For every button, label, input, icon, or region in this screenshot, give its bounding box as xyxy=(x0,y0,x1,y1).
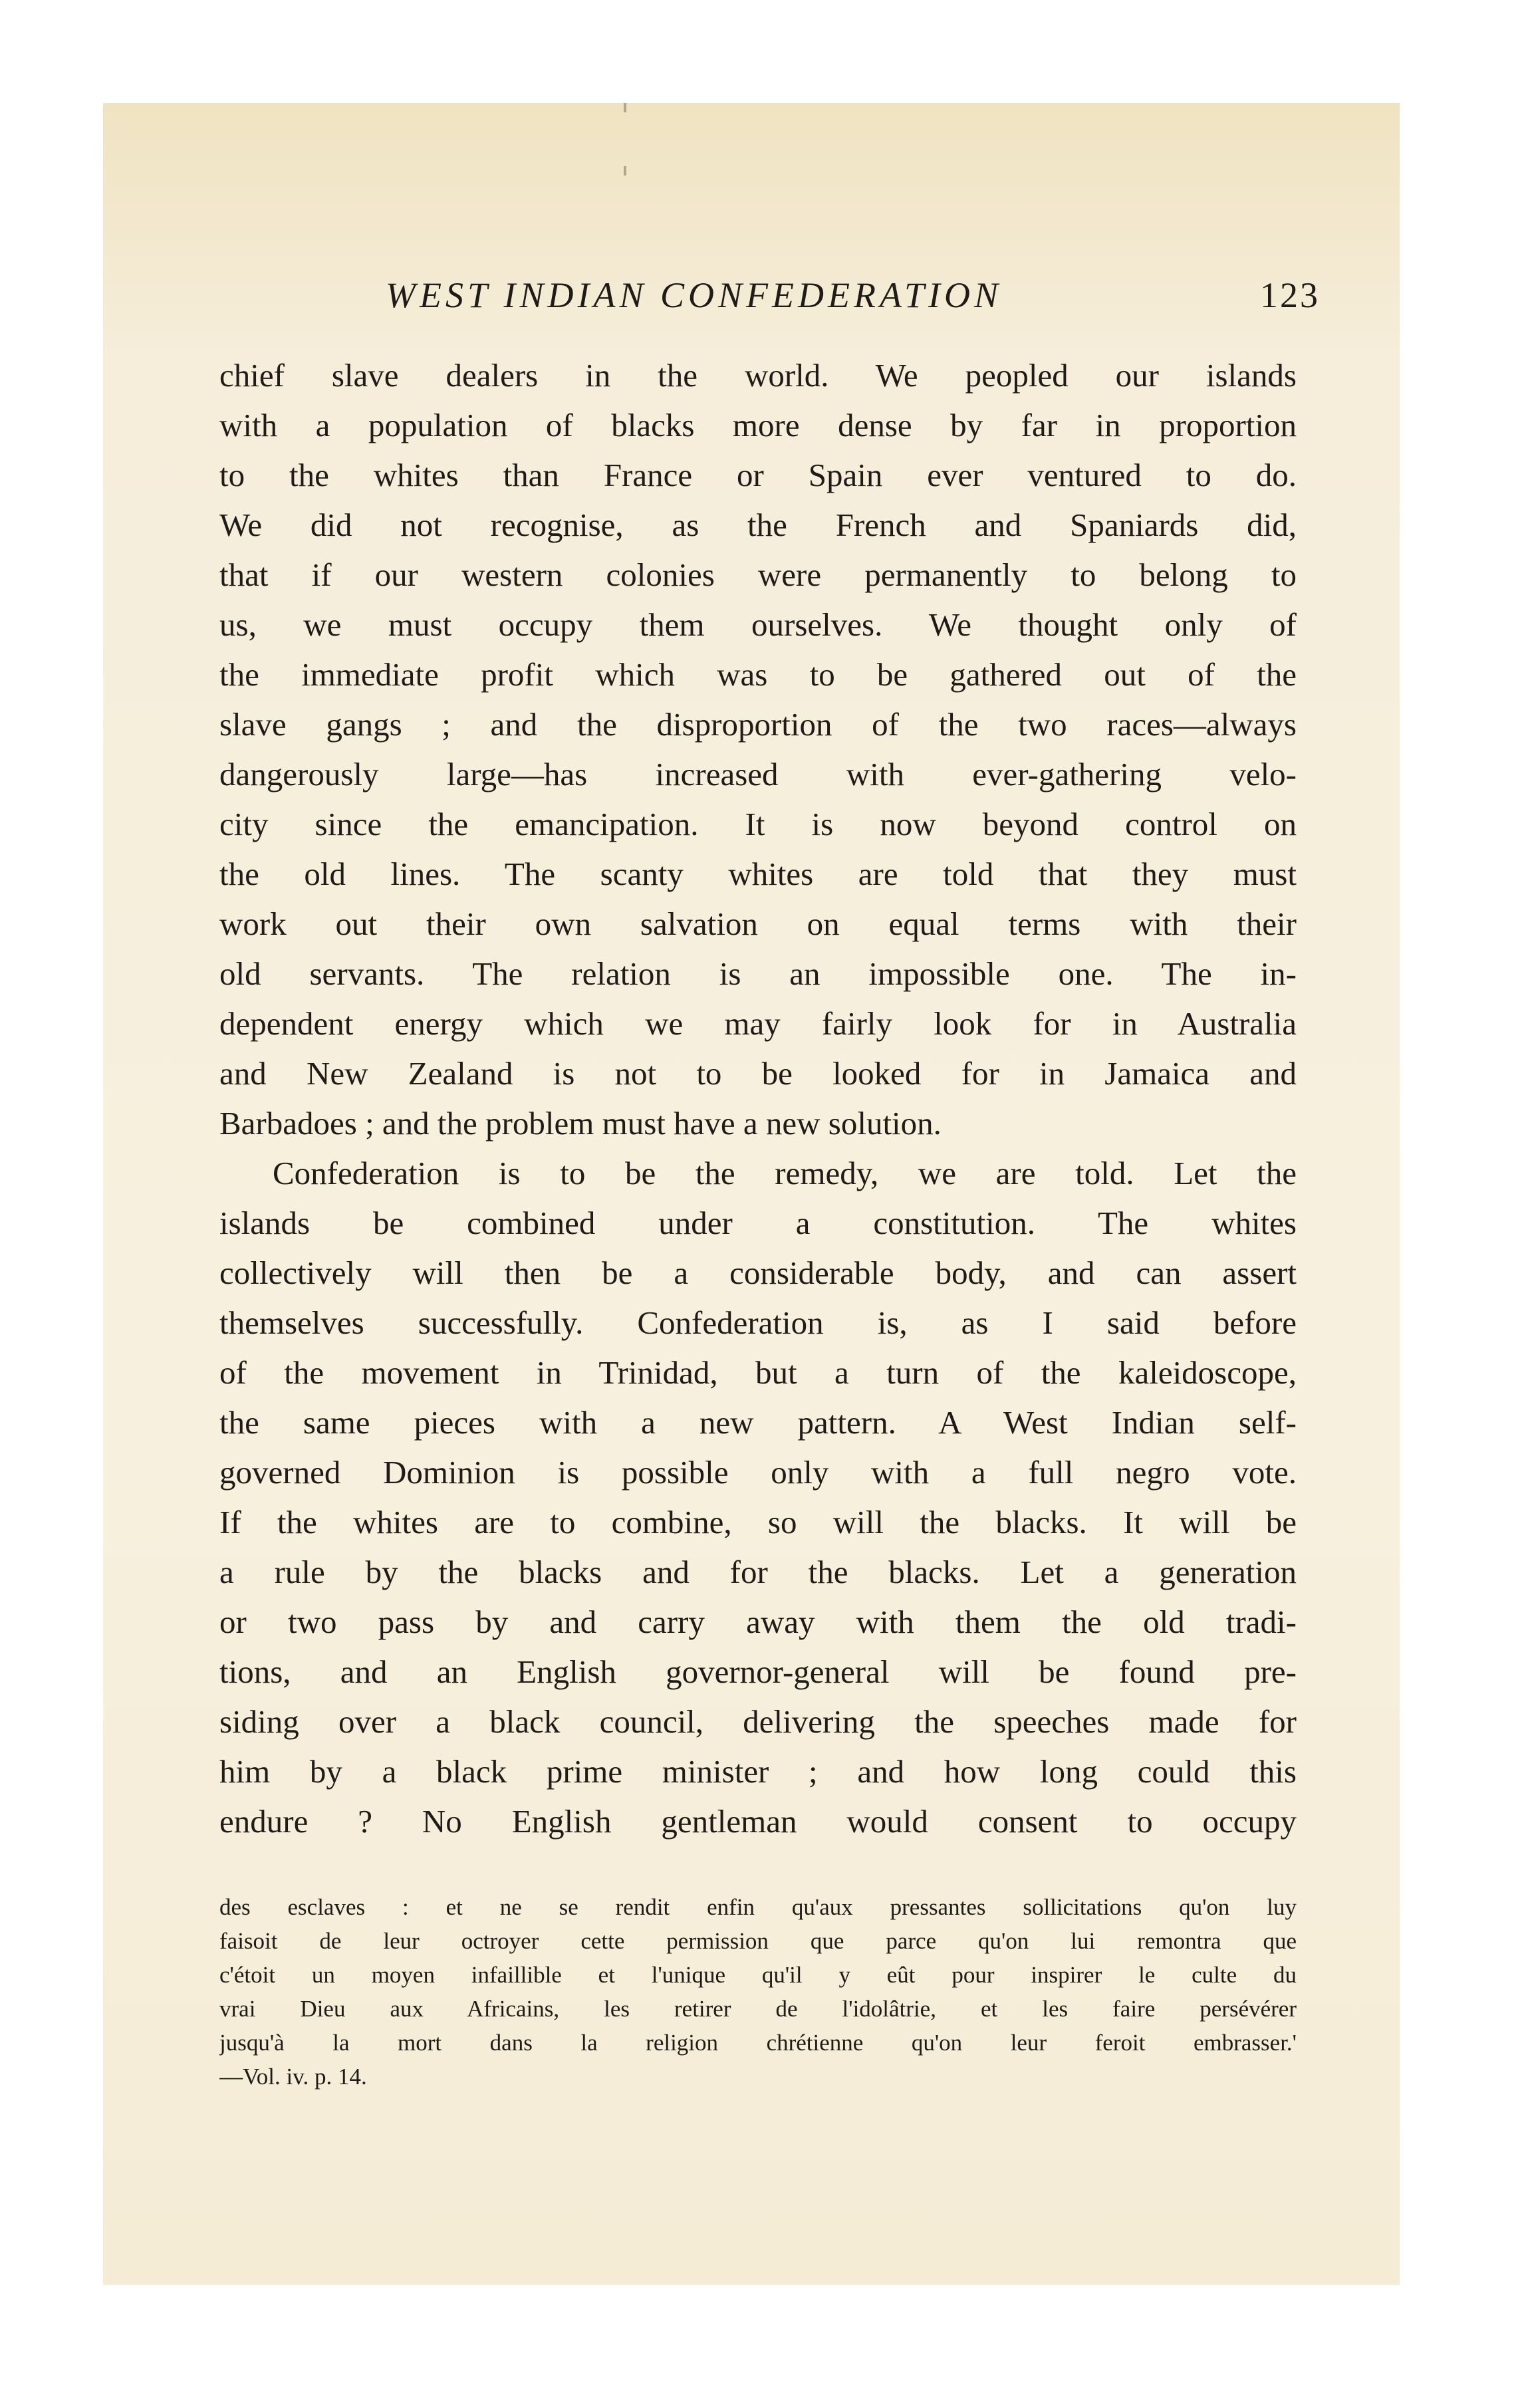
footnote-line: vrai Dieu aux Africains, les retirer de l'idolâtrie, et les faire persévérer xyxy=(219,1996,1297,2022)
text-line: themselves successfully. Confederation is, as I said before xyxy=(219,1304,1297,1341)
running-head xyxy=(386,275,1320,322)
text-line: with a population of blacks more dense by far in proportion xyxy=(219,407,1297,443)
text-line: tions, and an English governor-general will be found pre- xyxy=(219,1653,1297,1690)
text-line: dependent energy which we may fairly look for in Australia xyxy=(219,1005,1297,1042)
text-line: the immediate profit which was to be gathered out of the xyxy=(219,656,1297,693)
body-text xyxy=(219,350,1297,1846)
text-line: us, we must occupy them ourselves. We thought only of xyxy=(219,606,1297,643)
footnote-line: des esclaves : et ne se rendit enfin qu'aux pressantes sollicitations qu'on luy xyxy=(219,1894,1297,1920)
text-line: We did not recognise, as the French and Spaniards did, xyxy=(219,507,1297,543)
text-line: to the whites than France or Spain ever ventured to do. xyxy=(219,457,1297,493)
text-line: him by a black prime minister ; and how long could this xyxy=(219,1753,1297,1790)
scan-mark xyxy=(624,166,626,176)
text-line: slave gangs ; and the disproportion of the two races—always xyxy=(219,706,1297,743)
footnote xyxy=(219,1890,1297,2094)
text-line: of the movement in Trinidad, but a turn of the kaleidoscope, xyxy=(219,1354,1297,1391)
text-line: governed Dominion is possible only with a full negro vote. xyxy=(219,1454,1297,1491)
page-number: 123 xyxy=(1260,275,1320,315)
text-line: that if our western colonies were permanently to belong to xyxy=(219,556,1297,593)
text-line: collectively will then be a considerable body, and can assert xyxy=(219,1255,1297,1291)
text-line: siding over a black council, delivering the speeches made for xyxy=(219,1703,1297,1740)
text-line: If the whites are to combine, so will the blacks. It will be xyxy=(219,1504,1297,1540)
text-line: the old lines. The scanty whites are told that they must xyxy=(219,856,1297,892)
text-line: the same pieces with a new pattern. A West Indian self- xyxy=(219,1404,1297,1441)
text-line: endure ? No English gentleman would consent to occupy xyxy=(219,1803,1297,1840)
text-line: and New Zealand is not to be looked for in Jamaica and xyxy=(219,1055,1297,1092)
running-title: WEST INDIAN CONFEDERATION xyxy=(386,275,1002,315)
footnote-line: jusqu'à la mort dans la religion chrétienne qu'on leur feroit embrasser.' xyxy=(219,2030,1297,2056)
footnote-line: c'étoit un moyen infaillible et l'unique qu'il y eût pour inspirer le culte du xyxy=(219,1962,1297,1988)
text-line: islands be combined under a constitution. The whites xyxy=(219,1205,1297,1241)
text-line: Barbadoes ; and the problem must have a new solution. xyxy=(219,1105,942,1142)
text-line: work out their own salvation on equal terms with their xyxy=(219,905,1297,942)
footnote-line: faisoit de leur octroyer cette permission que parce qu'on lui remontra que xyxy=(219,1928,1297,1954)
text-line: old servants. The relation is an impossible one. The in- xyxy=(219,955,1297,992)
text-line: dangerously large—has increased with ever-gathering velo- xyxy=(219,756,1297,792)
text-line: chief slave dealers in the world. We peopled our islands xyxy=(219,357,1297,394)
text-line: or two pass by and carry away with them the old tradi- xyxy=(219,1604,1297,1640)
text-line: city since the emancipation. It is now beyond control on xyxy=(219,806,1297,842)
book-page xyxy=(103,103,1400,2285)
text-line: Confederation is to be the remedy, we are told. Let the xyxy=(273,1155,1297,1191)
footnote-line: —Vol. iv. p. 14. xyxy=(219,2064,367,2090)
text-line: a rule by the blacks and for the blacks. Let a generation xyxy=(219,1554,1297,1590)
scan-mark xyxy=(624,103,626,112)
